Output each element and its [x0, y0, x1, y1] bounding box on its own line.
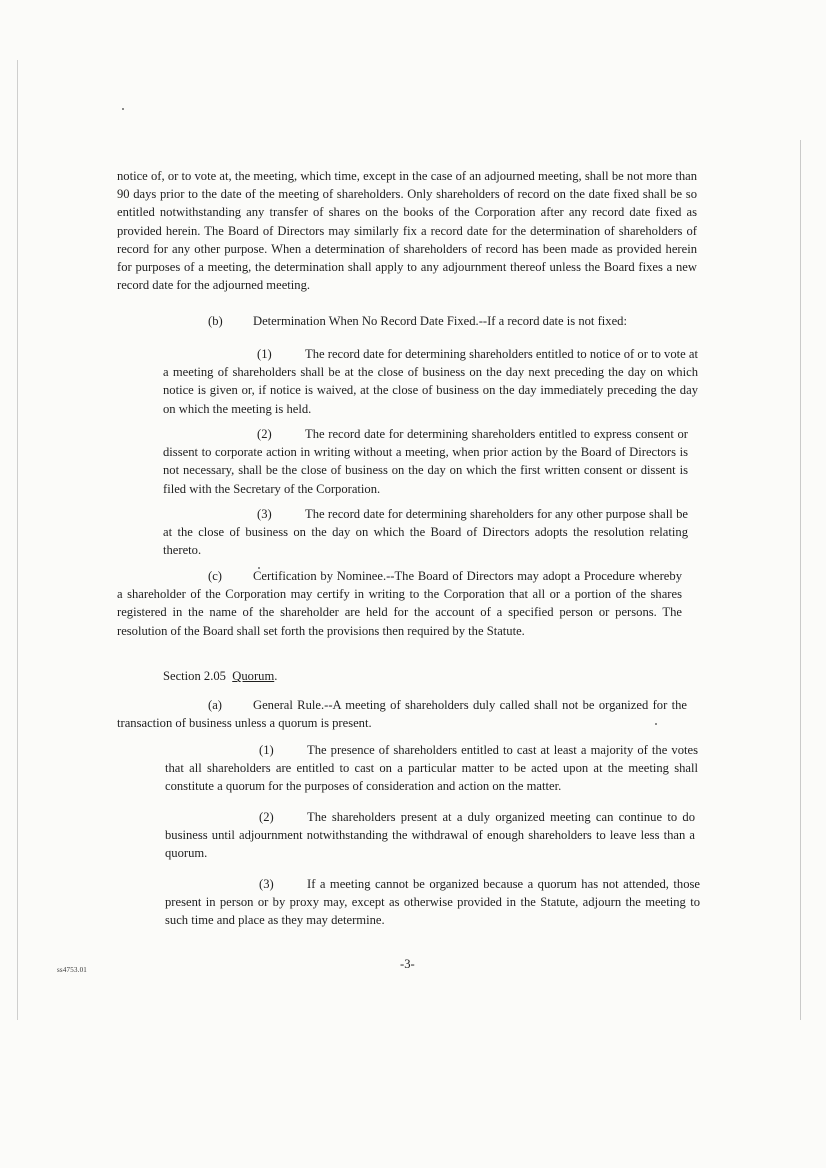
subsection-b-item-2 [163, 425, 688, 498]
page-number: -3- [400, 957, 415, 971]
subsection-b-item-1 [163, 345, 698, 418]
scan-edge-left [17, 60, 18, 1020]
item-text: The presence of shareholders entitled to cast at least a majority of the votes that all shareholders are entitled to cast on a particular matter to be acted upon at the meeting shall constitute a quorum for the purposes of consideration and action on the matter. [165, 743, 698, 794]
subsection-a-label: (a) [208, 698, 222, 712]
item-text: The shareholders present at a duly organized meeting can continue to do business until adjournment notwithstanding the withdrawal of enough shareholders to leave less than a quorum. [165, 810, 695, 861]
scan-edge-right [800, 140, 801, 1020]
item-label: (3) [259, 877, 274, 891]
subsection-b-text: Determination When No Record Date Fixed.--If a record date is not fixed: [253, 314, 627, 328]
subsection-a-item-1 [165, 741, 698, 796]
subsection-b-item-3 [163, 505, 688, 560]
document-code: ss4753.01 [57, 966, 87, 974]
section-title: Quorum [232, 669, 275, 683]
item-text: The record date for determining shareholders for any other purpose shall be at the close of business on the day on which the Board of Directors adopts the resolution relating thereto. [163, 507, 688, 558]
subsection-a-item-3 [165, 875, 700, 930]
item-label: (1) [259, 743, 274, 757]
subsection-c [117, 567, 682, 640]
item-label: (2) [259, 810, 274, 824]
item-label: (2) [257, 427, 272, 441]
item-label: (3) [257, 507, 272, 521]
subsection-c-label: (c) [208, 569, 222, 583]
section-number: Section 2.05 [163, 669, 226, 683]
section-title-suffix: . [274, 669, 278, 683]
subsection-a-item-2 [165, 808, 695, 863]
item-label: (1) [257, 347, 272, 361]
subsection-b-heading [208, 312, 698, 330]
subsection-a [117, 696, 687, 732]
subsection-a-text: General Rule.--A meeting of shareholders duly called shall not be organized for the transaction of business unless a quorum is present. [117, 698, 687, 731]
item-text: The record date for determining shareholders entitled to express consent or dissent to corporate action in writing without a meeting, when prior action by the Board of Directors is not necessary, shall be the close of business on the day on which the first written consent or dissent is filed with the Secretary of the Corporation. [163, 427, 688, 496]
scan-speck [122, 108, 124, 110]
item-text: If a meeting cannot be organized because a quorum has not attended, those present in person or by proxy may, except as otherwise provided in the Statute, adjourn the meeting to such time and place as they may determine. [165, 877, 700, 928]
section-heading [163, 667, 563, 685]
intro-paragraph: notice of, or to vote at, the meeting, which time, except in the case of an adjourned meeting, shall be not more than 90 days prior to the date of the meeting of shareholders. Only shareholders of record on the date fixed shall be so entitled notwithstanding any transfer of shares on the books of the Corporation after any record date fixed as provided herein. The Board of Directors may similarly fix a record date for the determination of shareholders of record for any other purpose. When a determination of shareholders of record has been made as provided herein for purposes of a meeting, the determination shall apply to any adjournment thereof unless the Board fixes a new record date for the adjourned meeting. [117, 169, 697, 293]
item-text: The record date for determining shareholders entitled to notice of or to vote at a meeting of shareholders shall be at the close of business on the day next preceding the day on which notice is given or, if notice is waived, at the close of business on the day immediately preceding the day on which the meeting is held. [163, 347, 698, 416]
subsection-c-text: Certification by Nominee.--The Board of Directors may adopt a Procedure whereby a shareholder of the Corporation may certify in writing to the Corporation that all or a portion of the shares registered in the name of the shareholder are held for the account of a specified person or persons. The resolution of the Board shall set forth the provisions then required by the Statute. [117, 569, 682, 638]
subsection-b-label: (b) [208, 314, 223, 328]
